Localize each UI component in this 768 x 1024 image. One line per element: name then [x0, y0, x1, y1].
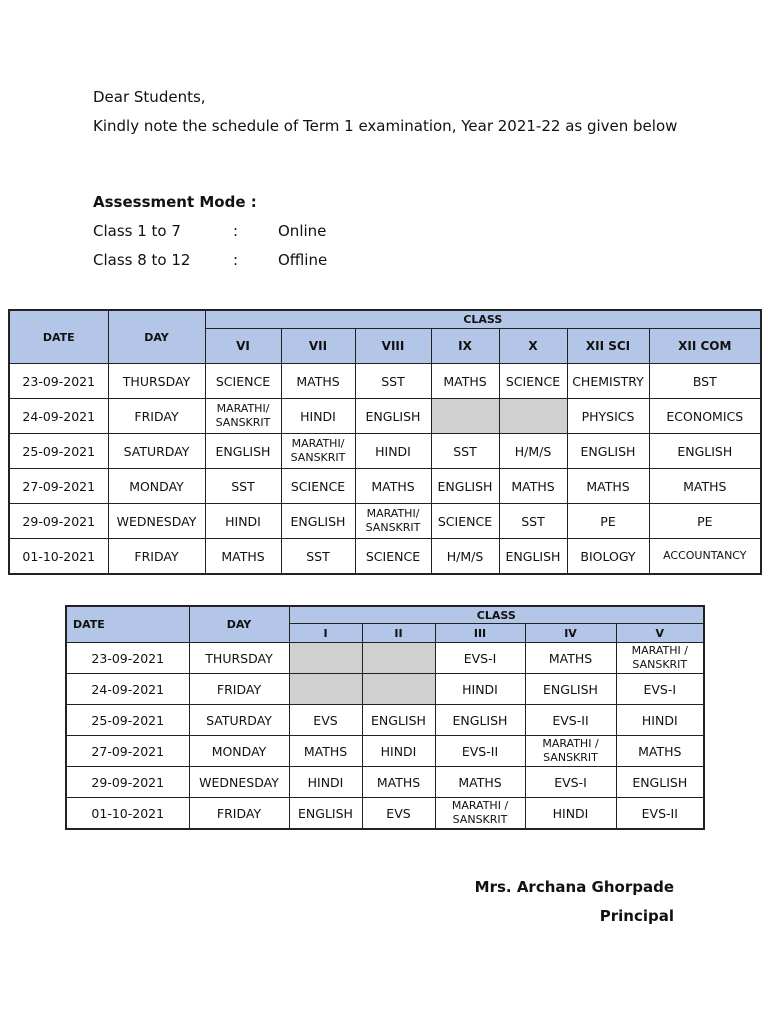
subject-cell: SST	[205, 469, 281, 504]
day-cell: MONDAY	[108, 469, 205, 504]
empty-cell	[431, 399, 499, 434]
table-row	[66, 705, 704, 736]
subject-cell: ENGLISH	[499, 539, 567, 575]
date-cell: 01-10-2021	[66, 798, 189, 830]
date-cell: 27-09-2021	[9, 469, 108, 504]
subject-cell: MATHS	[281, 364, 355, 399]
subject-cell: SCIENCE	[431, 504, 499, 539]
subject-cell: MATHS	[525, 643, 616, 674]
date-cell: 01-10-2021	[9, 539, 108, 575]
subject-cell: MATHS	[499, 469, 567, 504]
junior-schedule-table	[65, 605, 705, 830]
subject-cell: EVS-I	[525, 767, 616, 798]
class-column-header: IX	[431, 329, 499, 364]
table-row	[9, 434, 761, 469]
subject-cell: ACCOUNTANCY	[649, 539, 761, 575]
subject-cell: HINDI	[616, 705, 704, 736]
date-cell: 29-09-2021	[9, 504, 108, 539]
date-cell: 29-09-2021	[66, 767, 189, 798]
subject-cell: EVS	[289, 705, 362, 736]
day-header: DAY	[108, 310, 205, 364]
class-column-header: III	[435, 624, 525, 643]
subject-cell: EVS-I	[435, 643, 525, 674]
day-cell: THURSDAY	[108, 364, 205, 399]
table-row	[9, 399, 761, 434]
class-column-header: XII SCI	[567, 329, 649, 364]
date-cell: 27-09-2021	[66, 736, 189, 767]
subject-cell: ENGLISH	[289, 798, 362, 830]
day-cell: WEDNESDAY	[108, 504, 205, 539]
subject-cell: ENGLISH	[355, 399, 431, 434]
subject-cell: SCIENCE	[281, 469, 355, 504]
table-row	[9, 364, 761, 399]
table-row	[66, 643, 704, 674]
subject-cell: SST	[355, 364, 431, 399]
subject-cell: HINDI	[525, 798, 616, 830]
day-cell: MONDAY	[189, 736, 289, 767]
day-cell: FRIDAY	[189, 674, 289, 705]
subject-cell: ENGLISH	[435, 705, 525, 736]
subject-cell: HINDI	[435, 674, 525, 705]
subject-cell: ENGLISH	[567, 434, 649, 469]
assessment-mode-title: Assessment Mode :	[93, 193, 257, 211]
table-row	[66, 798, 704, 830]
subject-cell: PE	[649, 504, 761, 539]
date-header: DATE	[66, 606, 189, 643]
date-header: DATE	[9, 310, 108, 364]
subject-cell: SST	[281, 539, 355, 575]
subject-cell: MATHS	[289, 736, 362, 767]
mode-value: Offline	[278, 251, 328, 269]
day-cell: SATURDAY	[108, 434, 205, 469]
subject-cell: BST	[649, 364, 761, 399]
subject-cell: MATHS	[567, 469, 649, 504]
empty-cell	[289, 643, 362, 674]
subject-cell: SST	[499, 504, 567, 539]
subject-cell: ENGLISH	[362, 705, 435, 736]
subject-cell: PE	[567, 504, 649, 539]
subject-cell: PHYSICS	[567, 399, 649, 434]
subject-cell: EVS	[362, 798, 435, 830]
empty-cell	[362, 674, 435, 705]
subject-cell: HINDI	[289, 767, 362, 798]
subject-cell: ECONOMICS	[649, 399, 761, 434]
subject-cell: ENGLISH	[205, 434, 281, 469]
subject-cell: MATHS	[362, 767, 435, 798]
intro-text: Kindly note the schedule of Term 1 examination, Year 2021-22 as given below	[93, 117, 678, 135]
subject-cell: SCIENCE	[205, 364, 281, 399]
subject-cell: HINDI	[205, 504, 281, 539]
day-cell: FRIDAY	[108, 399, 205, 434]
subject-cell: HINDI	[355, 434, 431, 469]
subject-cell: EVS-II	[525, 705, 616, 736]
class-column-header: VII	[281, 329, 355, 364]
subject-cell: H/M/S	[499, 434, 567, 469]
subject-cell: MARATHI/ SANSKRIT	[281, 434, 355, 469]
table-row	[66, 674, 704, 705]
senior-schedule-table	[8, 309, 762, 575]
subject-cell: SCIENCE	[355, 539, 431, 575]
subject-cell: EVS-I	[616, 674, 704, 705]
table-row	[9, 504, 761, 539]
date-cell: 25-09-2021	[9, 434, 108, 469]
signatory-name: Mrs. Archana Ghorpade	[474, 878, 674, 896]
subject-cell: ENGLISH	[616, 767, 704, 798]
class-column-header: V	[616, 624, 704, 643]
subject-cell: MATHS	[649, 469, 761, 504]
table-row	[66, 736, 704, 767]
date-cell: 23-09-2021	[66, 643, 189, 674]
class-column-header: VIII	[355, 329, 431, 364]
subject-cell: MARATHI / SANSKRIT	[525, 736, 616, 767]
mode-label: Class 1 to 7	[93, 222, 181, 240]
table-row	[9, 469, 761, 504]
subject-cell: EVS-II	[616, 798, 704, 830]
subject-cell: MATHS	[205, 539, 281, 575]
subject-cell: MATHS	[355, 469, 431, 504]
mode-label: Class 8 to 12	[93, 251, 191, 269]
class-column-header: XII COM	[649, 329, 761, 364]
mode-value: Online	[278, 222, 327, 240]
class-column-header: VI	[205, 329, 281, 364]
day-cell: SATURDAY	[189, 705, 289, 736]
subject-cell: CHEMISTRY	[567, 364, 649, 399]
greeting: Dear Students,	[93, 88, 206, 106]
table-row	[9, 539, 761, 575]
subject-cell: ENGLISH	[649, 434, 761, 469]
subject-cell: MATHS	[431, 364, 499, 399]
class-header: CLASS	[289, 606, 704, 624]
day-cell: FRIDAY	[189, 798, 289, 830]
class-column-header: I	[289, 624, 362, 643]
date-cell: 23-09-2021	[9, 364, 108, 399]
class-column-header: X	[499, 329, 567, 364]
subject-cell: H/M/S	[431, 539, 499, 575]
day-cell: FRIDAY	[108, 539, 205, 575]
subject-cell: EVS-II	[435, 736, 525, 767]
subject-cell: MATHS	[616, 736, 704, 767]
table-row	[66, 767, 704, 798]
day-header: DAY	[189, 606, 289, 643]
mode-separator: :	[233, 251, 239, 269]
empty-cell	[499, 399, 567, 434]
mode-separator: :	[233, 222, 239, 240]
day-cell: WEDNESDAY	[189, 767, 289, 798]
subject-cell: ENGLISH	[281, 504, 355, 539]
subject-cell: SST	[431, 434, 499, 469]
class-header: CLASS	[205, 310, 761, 329]
subject-cell: MARATHI/ SANSKRIT	[205, 399, 281, 434]
day-cell: THURSDAY	[189, 643, 289, 674]
subject-cell: ENGLISH	[431, 469, 499, 504]
subject-cell: MATHS	[435, 767, 525, 798]
subject-cell: MARATHI / SANSKRIT	[435, 798, 525, 830]
class-column-header: IV	[525, 624, 616, 643]
empty-cell	[289, 674, 362, 705]
subject-cell: MARATHI / SANSKRIT	[616, 643, 704, 674]
subject-cell: MARATHI/ SANSKRIT	[355, 504, 431, 539]
subject-cell: HINDI	[362, 736, 435, 767]
class-column-header: II	[362, 624, 435, 643]
subject-cell: ENGLISH	[525, 674, 616, 705]
subject-cell: HINDI	[281, 399, 355, 434]
date-cell: 24-09-2021	[9, 399, 108, 434]
empty-cell	[362, 643, 435, 674]
subject-cell: SCIENCE	[499, 364, 567, 399]
date-cell: 25-09-2021	[66, 705, 189, 736]
date-cell: 24-09-2021	[66, 674, 189, 705]
signatory-title: Principal	[599, 907, 674, 925]
subject-cell: BIOLOGY	[567, 539, 649, 575]
